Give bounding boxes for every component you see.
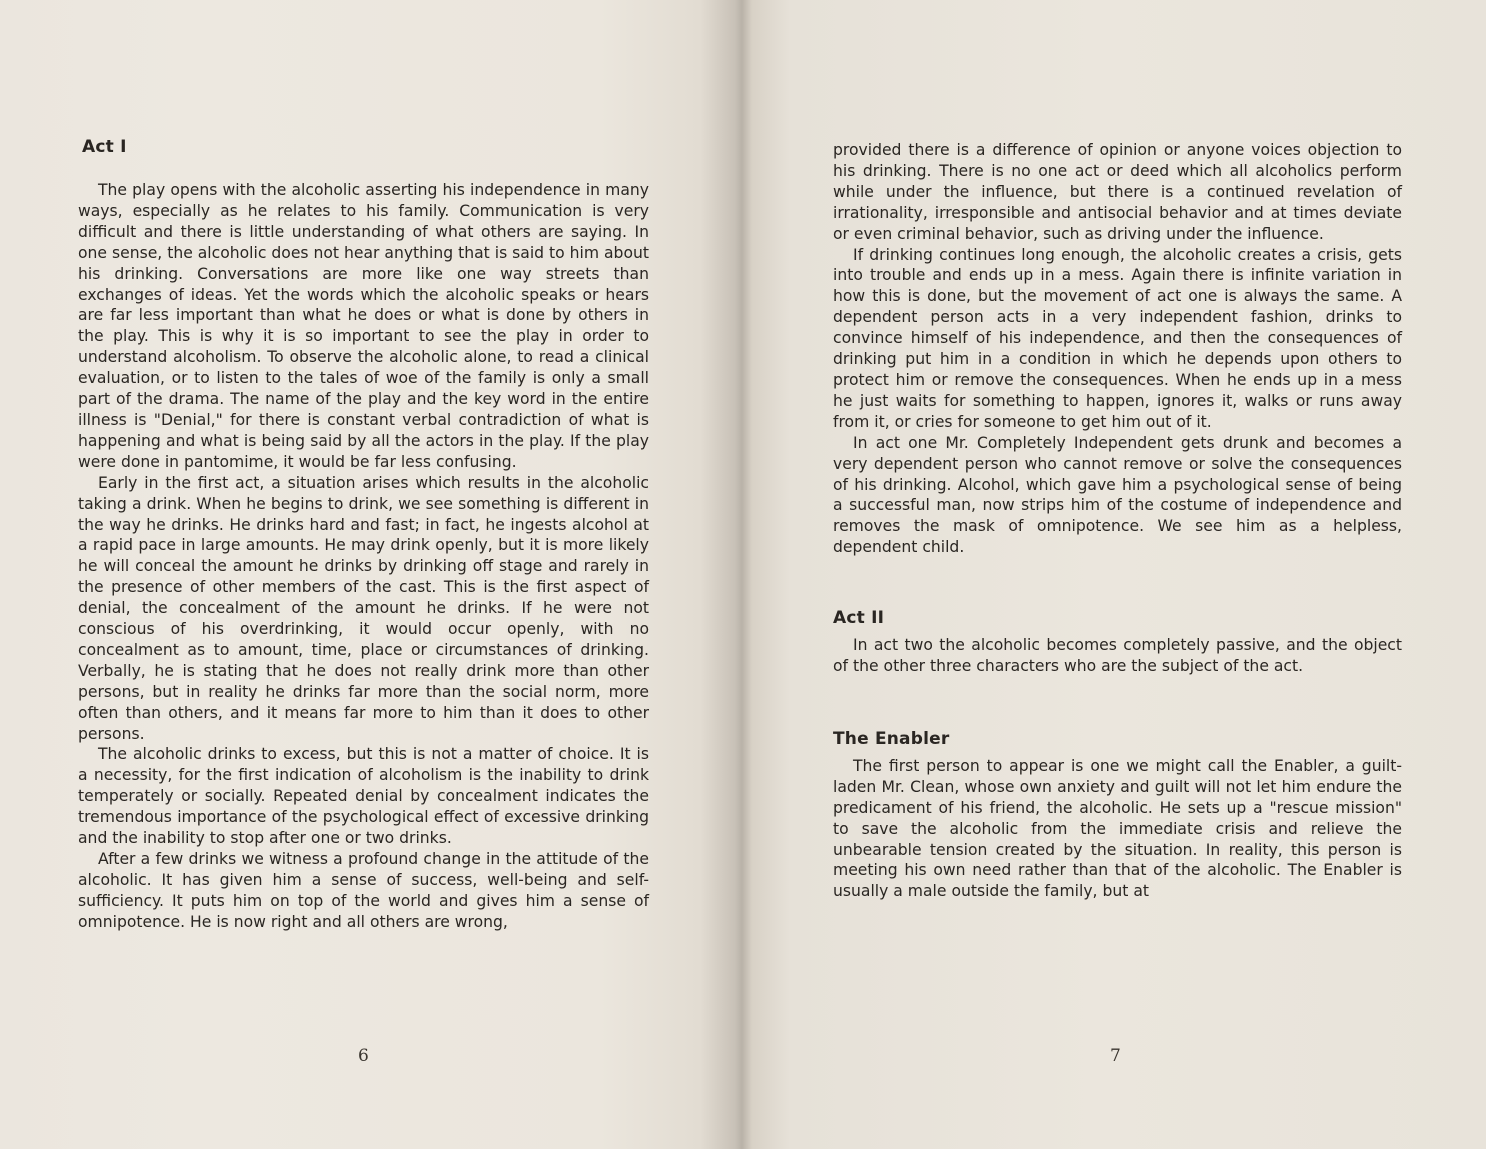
left-text-column (78, 136, 649, 933)
section-spacer (833, 558, 1402, 607)
paragraph: In act two the alcoholic becomes completely passive, and the object of the other three characters who are the subject of the act. (833, 636, 1402, 676)
heading-act-2: Act II (833, 608, 885, 629)
paragraph: provided there is a difference of opinion or anyone voices objection to his drinking. There is no one act or deed which all alcoholics perform while under the influence, but there is a continued revelation of irrationality, irresponsible and antisocial behavior and at times deviate or even criminal behavior, such as driving under the influence. (833, 141, 1402, 243)
page-number: 7 (1110, 1046, 1121, 1066)
paragraph: The play opens with the alcoholic asserting his independence in many ways, especially as he relates to his family. Communication is very difficult and there is little understanding of what others are saying. In one sense, the alcoholic does not hear anything that is said to him about his drinking. Conversations are more like one way streets than exchanges of ideas. Yet the words which the alcoholic speaks or hears are far less important than what he does or what is done by others in the play. This is why it is so important to see the play in order to understand alcoholism. To observe the alcoholic alone, to read a clinical evaluation, or to listen to the tales of woe of the family is only a small part of the drama. The name of the play and the key word in the entire illness is "Denial," for there is constant verbal contradiction of what is happening and what is being said by all the actors in the play. If the play were done in pantomime, it would be far less confusing. (78, 181, 649, 471)
paragraph: If drinking continues long enough, the alcoholic creates a crisis, gets into trouble and ends up in a mess. Again there is infinite variation in how this is done, but the movement of act one is always the same. A dependent person acts in a very independent fashion, drinks to convince himself of his independence, and then the consequences of drinking put him in a condition in which he depends upon others to protect him or remove the consequences. When he ends up in a mess he just waits for something to happen, ignores it, walks or runs away from it, or cries for someone to get him out of it. (833, 245, 1402, 431)
heading-the-enabler: The Enabler (833, 728, 950, 749)
paragraph: The alcoholic drinks to excess, but this is not a matter of choice. It is a necessity, for the first indication of alcoholism is the inability to drink temperately or socially. Repeated denial by concealment indicates the tremendous importance of the psychological effect of excessive drinking and the inability to stop after one or two drinks. (78, 745, 649, 848)
paragraph: After a few drinks we witness a profound change in the attitude of the alcoholic. It has given him a sense of success, well-being and self-sufficiency. It puts him on top of the world and gives him a sense of omnipotence. He is now right and all others are wrong, (78, 850, 649, 931)
paragraph: In act one Mr. Completely Independent gets drunk and becomes a very dependent person who cannot remove or solve the consequences of his drinking. Alcohol, which gave him a psychological sense of being a successful man, now strips him of the costume of independence and removes the mask of omnipotence. We see him as a helpless, dependent child. (833, 433, 1402, 557)
right-text-column (833, 140, 1402, 902)
paragraph: Early in the first act, a situation arises which results in the alcoholic taking a drink. When he begins to drink, we see something is different in the way he drinks. He drinks hard and fast; in fact, he ingests alcohol at a rapid pace in large amounts. He may drink openly, but it is more likely he will conceal the amount he drinks by drinking off stage and rarely in the presence of other members of the cast. This is the first aspect of denial, the concealment of the amount he drinks. If he were not conscious of his overdrinking, it would occur openly, with no concealment as to amount, time, place or circumstances of drinking. Verbally, he is stating that he does not really drink more than other persons, but in reality he drinks far more than the social norm, more often than others, and it means far more to him than it does to other persons. (78, 473, 649, 743)
page-number: 6 (358, 1046, 369, 1066)
paragraph: The first person to appear is one we might call the Enabler, a guilt-laden Mr. Clean, whose own anxiety and guilt will not let him endure the predicament of his friend, the alcoholic. He sets up a "rescue mission" to save the alcoholic from the immediate crisis and relieve the unbearable tension created by the situation. In reality, this person is meeting his own need rather than that of the alcoholic. The Enabler is usually a male outside the family, but at (833, 756, 1402, 901)
heading-act-1: Act I (82, 137, 127, 157)
left-page (0, 0, 738, 1149)
section-spacer (833, 677, 1402, 728)
right-page (744, 0, 1486, 1149)
